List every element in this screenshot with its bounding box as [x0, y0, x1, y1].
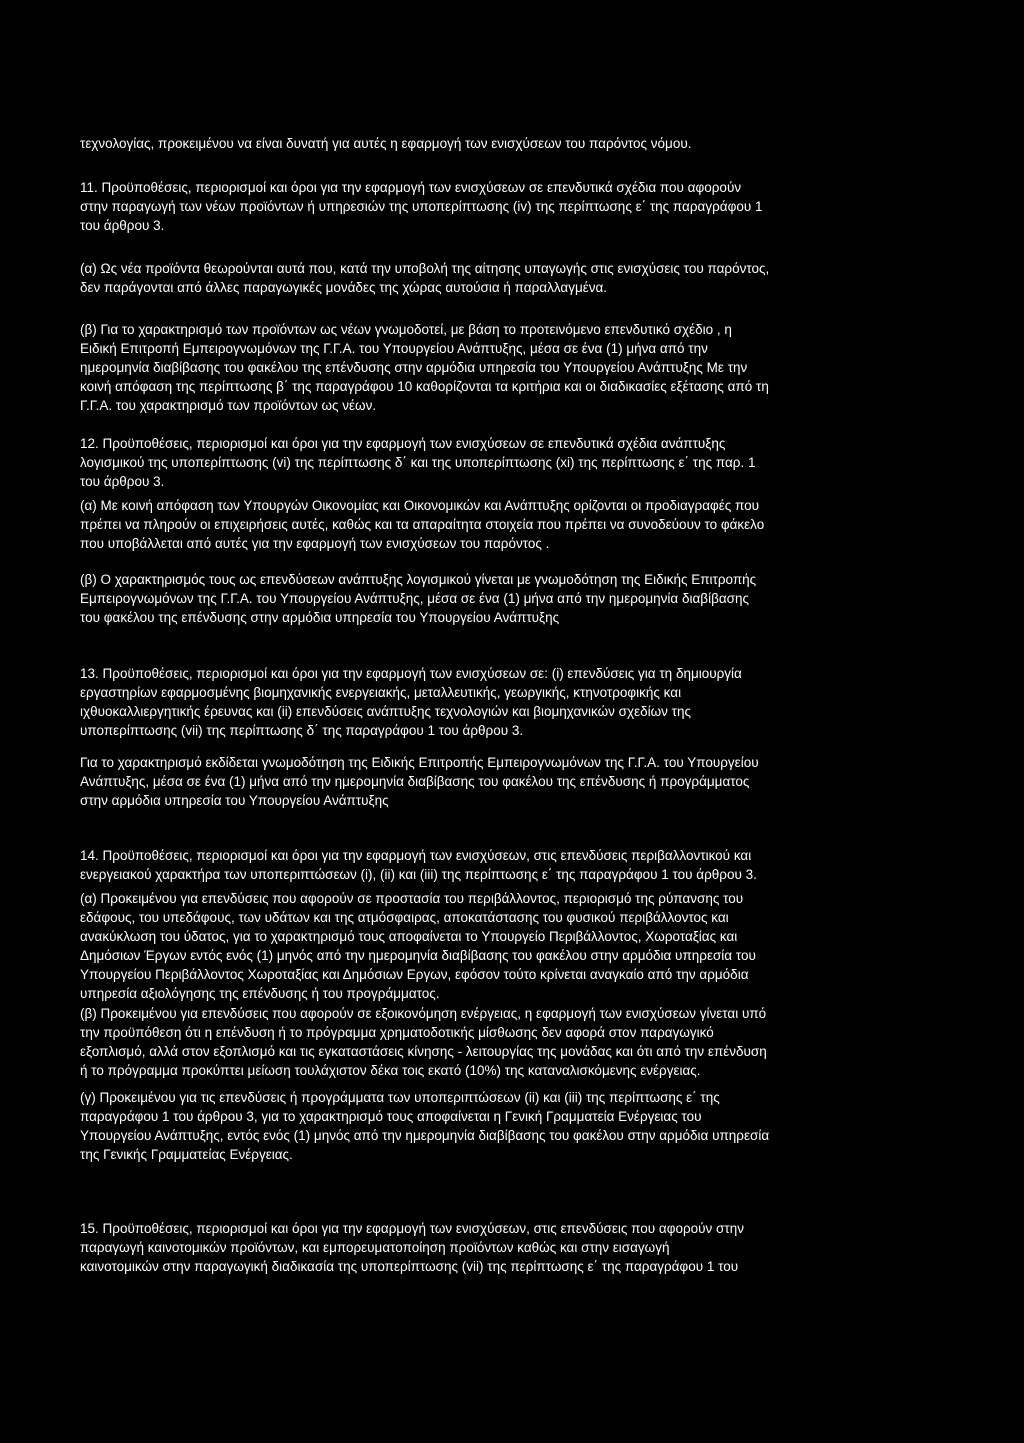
text-line: (α) Προκειμένου για επενδύσεις που αφορούν σε προστασία του περιβάλλοντος, περιορισμό της ρύπανσης του — [80, 891, 744, 906]
text-line: (γ) Προκειμένου για τις επενδύσεις ή προγράμματα των υποπεριπτώσεων (ii) και (iii) της περίπτωσης ε΄ της — [80, 1090, 720, 1105]
text-line: Δημόσιων Έργων εντός ενός (1) μηνός από την ημερομηνία διαβίβασης του φακέλου στην αρμόδια υπηρεσία του — [80, 948, 756, 963]
text-line: 15. Προϋποθέσεις, περιορισμοί και όροι για την εφαρμογή των ενισχύσεων, στις επενδύσεις που αφορούν στην — [80, 1221, 744, 1236]
paragraph-14b — [80, 1004, 942, 1080]
paragraph-11b — [80, 320, 942, 415]
text-line: του άρθρου 3. — [80, 218, 165, 233]
text-line: (α) Με κοινή απόφαση των Υπουργών Οικονομίας και Οικονομικών και Ανάπτυξης ορίζονται οι προδιαγραφές που — [80, 498, 760, 513]
text-line: (β) Για το χαρακτηρισμό των προϊόντων ως νέων γνωμοδοτεί, με βάση το προτεινόμενο επενδυτικό σχέδιο , η — [80, 322, 732, 337]
text-line: παραγωγή καινοτομικών προϊόντων, και εμπορευματοποίηση προϊόντων καθώς και στην εισαγωγή — [80, 1240, 670, 1255]
text-line: κοινή απόφαση της περίπτωσης β΄ της παραγράφου 10 καθορίζονται τα κριτήρια και οι διαδικασίες εξέτασης από τη — [80, 379, 769, 394]
text-line: δεν παράγονται από άλλες παραγωγικές μονάδες της χώρας αυτούσια ή παραλλαγμένα. — [80, 280, 608, 295]
text-line: ενεργειακού χαρακτήρα των υποπεριπτώσεων (i), (ii) και (iii) της περίπτωσης ε΄ της παραγράφου 1 του άρθρου 3. — [80, 867, 757, 882]
text-line: του φακέλου της επένδυσης στην αρμόδια υπηρεσία του Υπουργείου Ανάπτυξης — [80, 610, 560, 625]
text-line: Εμπειρογνωμόνων της Γ.Γ.Α. του Υπουργείου Ανάπτυξης, μέσα σε ένα (1) μήνα από την ημερομηνία διαβίβασης — [80, 591, 749, 606]
text-line: Για το χαρακτηρισμό εκδίδεται γνωμοδότηση της Ειδικής Επιτροπής Εμπειρογνωμόνων της Γ.Γ.Α. του Υπουργείου — [80, 755, 759, 770]
paragraph-15 — [80, 1219, 942, 1276]
paragraph-11 — [80, 178, 942, 235]
text-line: 14. Προϋποθέσεις, περιορισμοί και όροι για την εφαρμογή των ενισχύσεων, στις επενδύσεις περιβαλλοντικού και — [80, 848, 752, 863]
paragraph-14c — [80, 1088, 942, 1164]
text-line: εργαστηρίων εφαρμοσμένης βιομηχανικής ενεργειακής, μεταλλευτικής, γεωργικής, κτηνοτροφικής και — [80, 685, 682, 700]
paragraph-12 — [80, 434, 942, 491]
text-line: (β) Προκειμένου για επενδύσεις που αφορούν σε εξοικονόμηση ενέργειας, η εφαρμογή των ενισχύσεων γίνεται υπό — [80, 1006, 767, 1021]
text-line: (α) Ως νέα προϊόντα θεωρούνται αυτά που, κατά την υποβολή της αίτησης υπαγωγής στις ενισχύσεις του παρόντος, — [80, 261, 770, 276]
text-line: εδάφους, του υπεδάφους, των υδάτων και της ατμόσφαιρας, αποκατάστασης του φυσικού περιβάλλοντος και — [80, 910, 729, 925]
text-line: υπηρεσία αξιολόγησης της επένδυσης ή του προγράμματος. — [80, 986, 440, 1001]
text-line: Ανάπτυξης, μέσα σε ένα (1) μήνα από την ημερομηνία διαβίβασης του φακέλου της επένδυσης ή προγράμματος — [80, 774, 750, 789]
paragraph-14 — [80, 846, 942, 884]
text-line: ημερομηνία διαβίβασης του φακέλου της επένδυσης στην αρμόδια υπηρεσία του Υπουργείου Ανάπτυξης Με την — [80, 360, 748, 375]
text-line: την προϋπόθεση ότι η επένδυση ή το πρόγραμμα χρηματοδοτικής μίσθωσης δεν αφορά στον παραγωγικό — [80, 1025, 714, 1040]
paragraph-12b — [80, 570, 942, 627]
text-line: 13. Προϋποθέσεις, περιορισμοί και όροι για την εφαρμογή των ενισχύσεων σε: (i) επενδύσεις για τη δημιουργία — [80, 666, 742, 681]
text-line: ή το πρόγραμμα προκύπτει μείωση τουλάχιστον δέκα τοις εκατό (10%) της καταναλισκόμενης ενέργειας. — [80, 1063, 701, 1078]
text-line: του άρθρου 3. — [80, 474, 165, 489]
paragraph-11a — [80, 259, 942, 297]
text-line: Ειδική Επιτροπή Εμπειρογνωμόνων της Γ.Γ.Α. του Υπουργείου Ανάπτυξης, μέσα σε ένα (1) μήνα από την — [80, 341, 708, 356]
text-line: εξοπλισμό, αλλά στον εξοπλισμό και τις εγκαταστάσεις κίνησης - λειτουργίας της μονάδας και ότι από την επένδυση — [80, 1044, 767, 1059]
paragraph-14a — [80, 889, 942, 1003]
text-line: στην αρμόδια υπηρεσία του Υπουργείου Ανάπτυξης — [80, 793, 389, 808]
text-line: λογισμικού της υποπερίπτωσης (vi) της περίπτωσης δ΄ και της υποπερίπτωσης (xi) της περίπτωσης ε΄ της παρ. 1 — [80, 455, 756, 470]
text-line: 11. Προϋποθέσεις, περιορισμοί και όροι για την εφαρμογή των ενισχύσεων σε επενδυτικά σχέδια που αφορούν — [80, 180, 742, 195]
paragraph-12a — [80, 496, 942, 553]
paragraph-intro — [80, 134, 942, 153]
text-line: Υπουργείου Περιβάλλοντος Χωροταξίας και Δημόσιων Εργων, εφόσον τούτο κρίνεται αναγκαίο από την αρμόδια — [80, 967, 749, 982]
text-line: ιχθυοκαλλιεργητικής έρευνας και (ii) επενδύσεις ανάπτυξης τεχνολογιών και βιομηχανικών σχεδίων της — [80, 704, 691, 719]
text-line: παραγράφου 1 του άρθρου 3, για το χαρακτηρισμό τους αποφαίνεται η Γενική Γραμματεία Ενέργειας του — [80, 1109, 702, 1124]
text-line: καινοτομικών στην παραγωγική διαδικασία της υποπερίπτωσης (vii) της περίπτωσης ε΄ της παραγράφου 1 του — [80, 1259, 739, 1274]
text-line: Γ.Γ.Α. του χαρακτηρισμό των προϊόντων ως νέων. — [80, 398, 377, 413]
paragraph-13-note — [80, 753, 942, 810]
text-line: υποπερίπτωσης (vii) της περίπτωσης δ΄ της παραγράφου 1 του άρθρου 3. — [80, 723, 524, 738]
text-line: (β) Ο χαρακτηρισμός τους ως επενδύσεων ανάπτυξης λογισμικού γίνεται με γνωμοδότηση της Ειδικής Επιτροπής — [80, 572, 757, 587]
text-line: ανακύκλωση του ύδατος, για το χαρακτηρισμό τους αποφαίνεται το Υπουργείο Περιβάλλοντος, Χωροταξίας και — [80, 929, 738, 944]
text-line: τεχνολογίας, προκειμένου να είναι δυνατή για αυτές η εφαρμογή των ενισχύσεων του παρόντος νόμου. — [80, 136, 692, 151]
text-line: πρέπει να πληρούν οι επιχειρήσεις αυτές, καθώς και τα απαραίτητα στοιχεία που πρέπει να συνοδεύουν το φάκελο — [80, 517, 765, 532]
text-line: 12. Προϋποθέσεις, περιορισμοί και όροι για την εφαρμογή των ενισχύσεων σε επενδυτικά σχέδια ανάπτυξης — [80, 436, 726, 451]
paragraph-13 — [80, 664, 942, 740]
text-line: που υποβάλλεται από αυτές για την εφαρμογή των ενισχύσεων του παρόντος . — [80, 536, 550, 551]
text-line: της Γενικής Γραμματείας Ενέργειας. — [80, 1147, 293, 1162]
text-line: στην παραγωγή των νέων προϊόντων ή υπηρεσιών της υποπερίπτωσης (iv) της περίπτωσης ε΄ της παραγράφου 1 — [80, 199, 763, 214]
text-line: Υπουργείου Ανάπτυξης, εντός ενός (1) μηνός από την ημερομηνία διαβίβασης του φακέλου στην αρμόδια υπηρεσία — [80, 1128, 770, 1143]
